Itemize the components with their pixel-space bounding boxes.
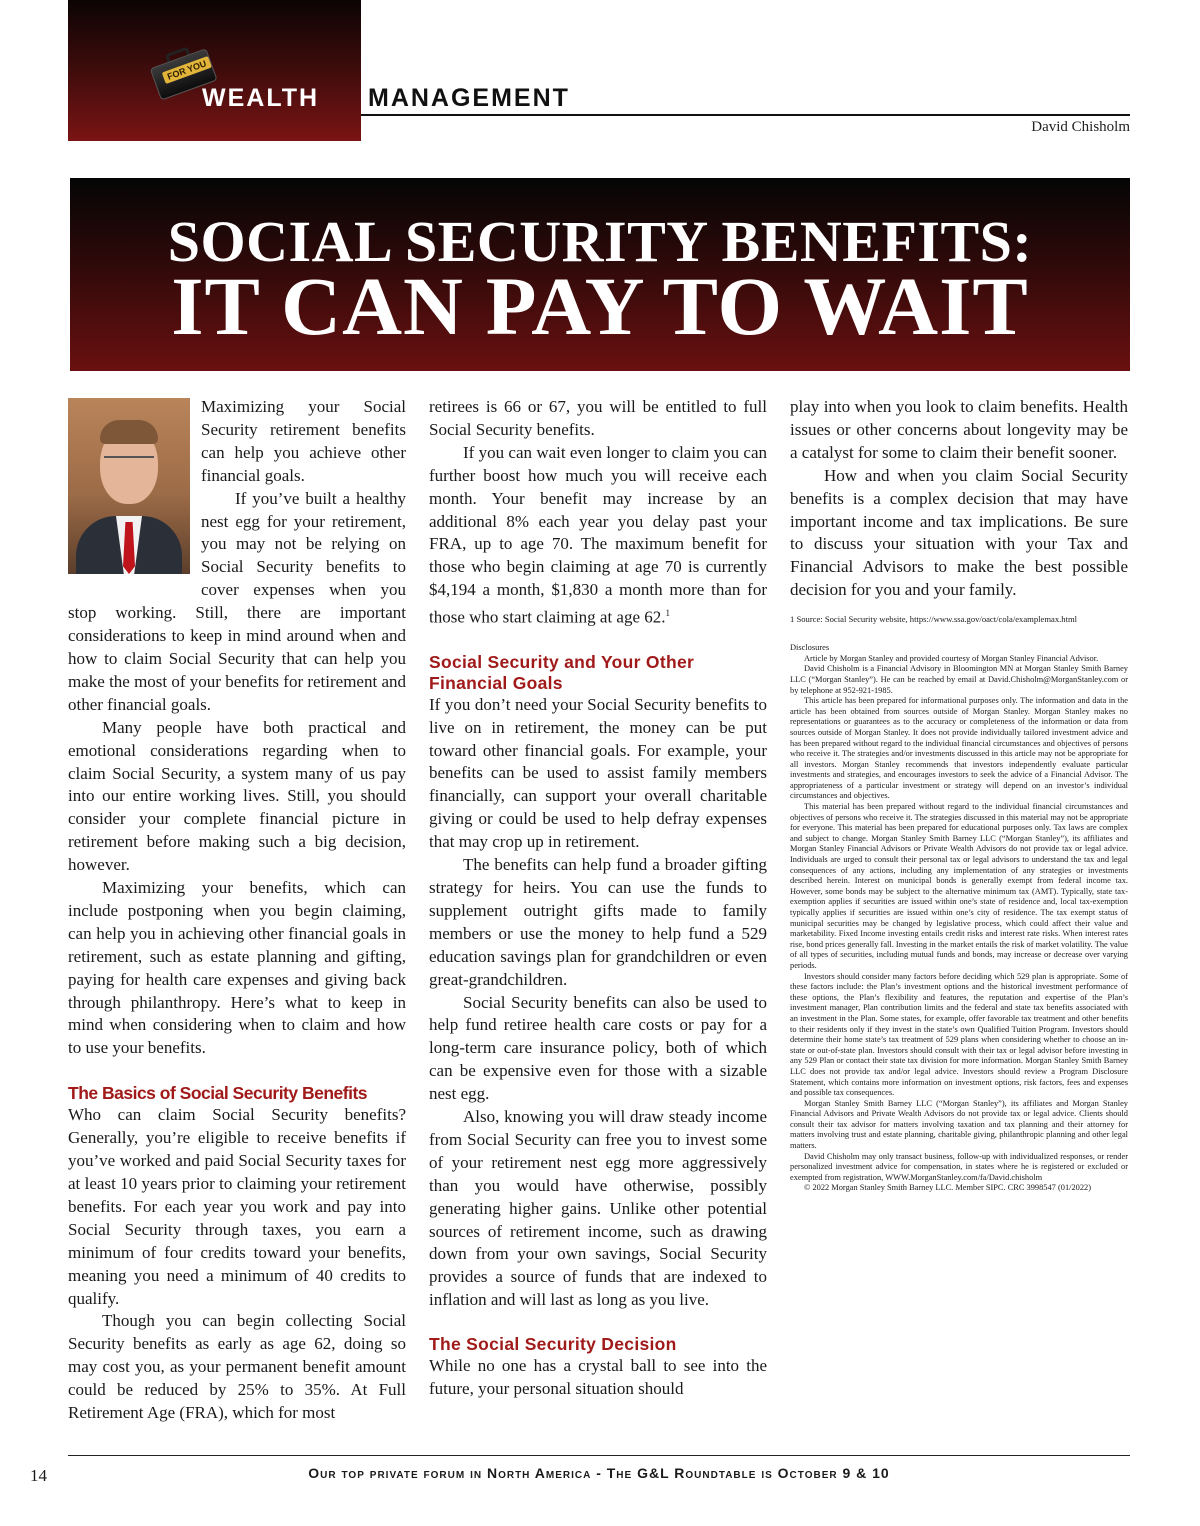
footnote: 1 Source: Social Security website, https://www.ssa.gov/oact/cola/examplemax.html <box>790 614 1078 625</box>
paragraph: If you’ve built a healthy nest egg for your retirement, you may not be relying on Social Security benefits to cover expenses when you stop working. Still, there are important considerations to keep in mind around when and how to claim Social Security that can help you make the most of your benefits for retirement and other financial goals. <box>68 488 406 714</box>
paragraph <box>429 442 767 630</box>
header-rule <box>361 114 1130 116</box>
disclosure-paragraph: David Chisholm may only transact business, follow-up with individualized responses, or render personalized investment advice for compensation, in states where he is registered or excluded or exempted from registration, WWW.MorganStanley.com/fa/David.chisholm <box>790 1151 1128 1182</box>
article-title-line1: SOCIAL SECURITY BENEFITS: <box>167 209 1033 274</box>
section-label-wealth: WEALTH <box>202 84 320 112</box>
disclosure-paragraph: © 2022 Morgan Stanley Smith Barney LLC. Member SIPC. CRC 3998547 (01/2022) <box>804 1183 1091 1193</box>
article-column-1 <box>68 396 406 1425</box>
paragraph: Many people have both practical and emotional considerations regarding when to claim Social Security, a system many of us pay into our entire working lives. Still, you should consider your complete financial picture in retirement before making such a big decision, however. <box>68 717 406 875</box>
paragraph: Though you can begin collecting Social Security benefits as early as age 62, doing so may cost you, as your permanent benefit amount could be reduced by 25% to 35%. At Full Retirement Age (FRA), which for most <box>68 1311 406 1423</box>
section-heading: The Basics of Social Security Benefits <box>68 1083 368 1104</box>
disclosure-paragraph: This article has been prepared for informational purposes only. The information and data in the article has been obtained from sources outside of Morgan Stanley. Morgan Stanley makes no representations or guarantees as to the accuracy or completeness of the information or data from sources outside of Morgan Stanley. It does not provide individually tailored investment advice and has been prepared without regard to the individual financial circumstances and objectives of persons who receive it. The strategies and/or investments discussed in this article may not be appropriate for all investors. Morgan Stanley recommends that investors independently evaluate particular investments and strategies, and encourages investors to seek the advice of a Financial Advisor. The appropriateness of a particular investment or strategy will depend on an investor’s individual circumstances and objectives. <box>790 696 1128 801</box>
section-heading: The Social Security Decision <box>429 1334 677 1355</box>
paragraph-text: If you can wait even longer to claim you can further boost how much you will receive each month. Your benefit may increase by an additional 8% each year you delay past your FRA, up to age 70. The maximum benefit for those who begin claiming at age 70 is currently $4,194 a month, $1,830 a month more than for those who start claiming at age 62. <box>429 442 767 627</box>
paragraph: play into when you look to claim benefits. Health issues or other concerns about longevity may be a catalyst for some to claim their benefit sooner. <box>790 397 1128 462</box>
footer-banner-text: Our top private forum in North America - The G&L Roundtable is October 9 & 10 <box>308 1465 890 1481</box>
author-name: David Chisholm <box>1031 119 1130 135</box>
article-column-3 <box>790 396 1128 1194</box>
disclosure-paragraph: This material has been prepared without regard to the individual financial circumstances and objectives of persons who receive it. The strategies discussed in this material may not be appropriate for everyone. This material has been prepared for educational purposes only. Tax laws are complex and subject to change. Morgan Stanley Smith Barney LLC (“Morgan Stanley”), its affiliates and Morgan Stanley Financial Advisors or Private Wealth Advisors do not provide tax or legal advice. Individuals are urged to consult their personal tax or legal advisors to understand the tax and legal consequences of any actions, including any implementation of any strategies or investments described herein. Interest on municipal bonds is generally exempt from federal income tax. However, some bonds may be subject to the alternative minimum tax (AMT). Typically, state tax-exemption applies if securities are issued within one’s state of residence and, local tax-exemption typically applies if securities are issued within one’s city of residence. The tax exempt status of municipal securities may be changed by legislative process, which could affect their value and marketability. Fixed Income investing entails credit risks and interest rate risks. When interest rates rise, bond prices generally fall. Investing in the market entails the risk of market volatility. The value of all types of securities, including mutual funds and bonds, may increase or decrease over varying periods. <box>790 802 1128 970</box>
briefcase-tag: FOR YOU <box>162 56 212 84</box>
paragraph: The benefits can help fund a broader gifting strategy for heirs. You can use the funds to supplement outright gifts made to family members or use the money to help fund a 529 education savings plan for grandchildren or even great-grandchildren. <box>429 855 767 989</box>
section-heading: Social Security and Your Other Financial Goals <box>429 651 695 693</box>
article-column-2 <box>429 396 767 1401</box>
title-banner <box>70 178 1130 371</box>
footnote-marker: 1 <box>665 608 671 619</box>
paragraph: Who can claim Social Security benefits? Generally, you’re eligible to receive benefits if you’ve worked and paid Social Security taxes for at least 10 years prior to claiming your retirement benefits. For each year you work and pay into Social Security through taxes, you earn a minimum of four credits toward your benefits, meaning you need a minimum of 40 credits to qualify. <box>68 1105 406 1308</box>
paragraph: Maximizing your Social Security retirement benefits can help you achieve other financial goals. <box>201 397 406 485</box>
disclosure-paragraph: David Chisholm is a Financial Advisory in Bloomington MN at Morgan Stanley Smith Barney LLC (“Morgan Stanley”). He can be reached by email at David.Chisholm@MorganStanley.com or by telephone at 952-921-1985. <box>790 664 1128 695</box>
paragraph: Also, knowing you will draw steady income from Social Security can free you to invest some of your retirement nest egg more aggressively than you would have otherwise, possibly generating higher gains. Unlike other potential sources of retirement income, such as drawing down from your own savings, Social Security provides a source of funds that are indexed to inflation and will last as long as you live. <box>429 1107 767 1310</box>
section-label-management: MANAGEMENT <box>368 84 570 112</box>
paragraph: Social Security benefits can also be used to help fund retiree health care costs or pay for a long-term care insurance policy, both of which can be expensive even for those with a sizable nest egg. <box>429 992 767 1104</box>
article-title-line2: IT CAN PAY TO WAIT <box>171 260 1029 352</box>
page-number: 14 <box>30 1466 47 1485</box>
disclosures-heading: Disclosures <box>790 643 830 653</box>
paragraph: While no one has a crystal ball to see into the future, your personal situation should <box>429 1356 767 1399</box>
footer-rule <box>68 1455 1130 1456</box>
disclosure-paragraph: Article by Morgan Stanley and provided courtesy of Morgan Stanley Financial Advisor. <box>804 653 1099 663</box>
disclosure-paragraph: Investors should consider many factors before deciding which 529 plan is appropriate. Some of these factors include: the Plan’s investment options and the historical investment performance of these options, the Plan’s flexibility and features, the reputation and expertise of the Plan’s investment manager, Plan contribution limits and the federal and state tax benefits associated with an investment in the Plan. Some states, for example, offer favorable tax treatment and other benefits to their residents only if they invest in the state’s own Qualified Tuition Program. Investors should determine their home state’s tax treatment of 529 plans when considering whether to choose an in-state or out-of-state plan. Investors should consult with their tax or legal advisor before investing in any 529 Plan or contact their state tax division for more information. Morgan Stanley Smith Barney LLC does not provide tax and/or legal advice. Investors should review a Program Disclosure Statement, which contains more information on investment options, risk factors, fees and expenses and possible tax consequences. <box>790 971 1128 1098</box>
paragraph: How and when you claim Social Security benefits is a complex decision that may have important income and tax implications. Be sure to discuss your situation with your Tax and Financial Advisors to make the best possible decision for you and your family. <box>790 465 1128 600</box>
disclosure-paragraph: Morgan Stanley Smith Barney LLC (“Morgan Stanley”), its affiliates and Morgan Stanley Financial Advisors and Private Wealth Advisors do not provide tax or legal advice. Clients should consult their tax advisor for matters involving taxation and tax planning and their attorney for matters involving trust and estate planning, charitable giving, philanthropic planning and other legal matters. <box>790 1098 1128 1151</box>
paragraph: Maximizing your benefits, which can include postponing when you begin claiming, can help you in achieving other financial goals in retirement, such as estate planning and gifting, paying for health care expenses and giving back through philanthropy. Here’s what to keep in mind when considering when to claim and how to use your benefits. <box>68 878 406 1058</box>
disclosures <box>790 643 1128 1194</box>
paragraph: retirees is 66 or 67, you will be entitled to full Social Security benefits. <box>429 397 767 439</box>
paragraph: If you don’t need your Social Security benefits to live on in retirement, the money can be put toward other financial goals. For example, your benefits can be used to assist family members financially, can support your overall charitable giving or could be used to help defray expenses that may crop up in retirement. <box>429 694 767 852</box>
